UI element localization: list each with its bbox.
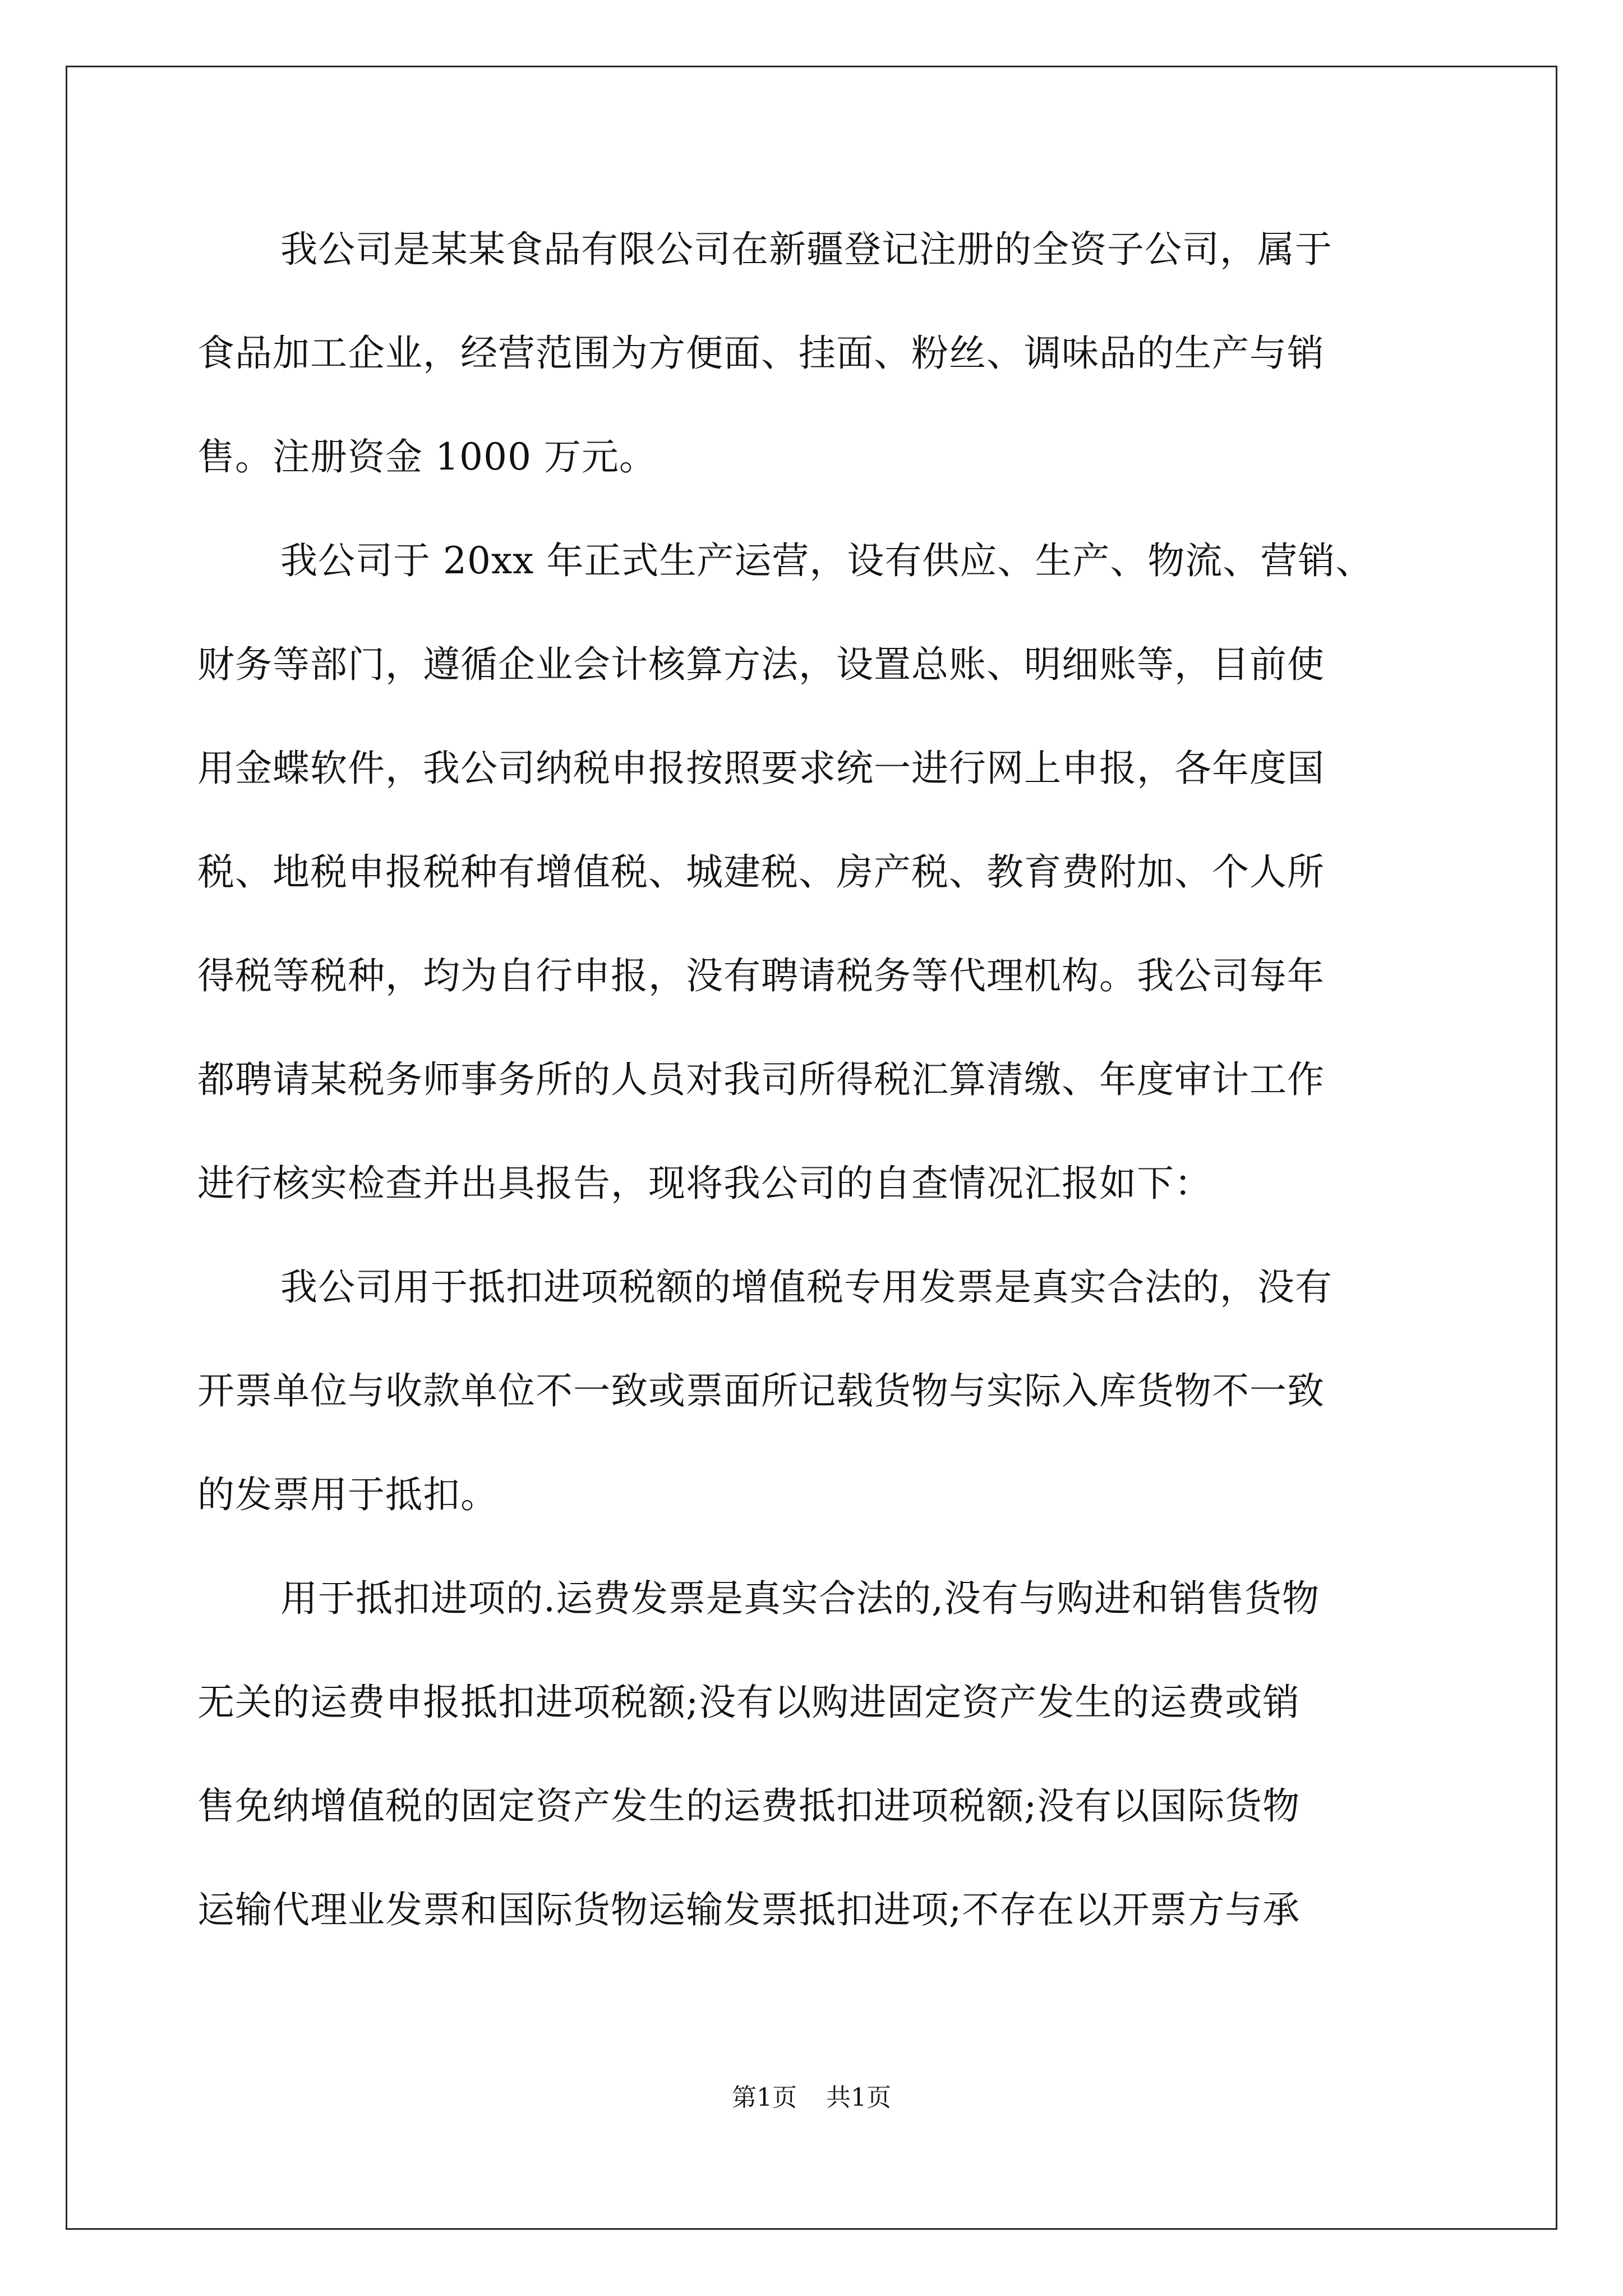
paragraph-4-line-2: 无关的运费申报抵扣进项税额;没有以购进固定资产发生的运费或销	[197, 1681, 1301, 1724]
paragraph-2-line-5: 得税等税种，均为自行申报，没有聘请税务等代理机构。我公司每年	[197, 954, 1325, 997]
paragraph-2-line-7: 进行核实检查并出具报告，现将我公司的自查情况汇报如下：	[197, 1162, 1212, 1205]
paragraph-1-line-1: 我公司是某某食品有限公司在新疆登记注册的全资子公司，属于	[280, 228, 1332, 271]
paragraph-1-line-3: 售。注册资金 1000 万元。	[197, 435, 657, 478]
page-total: 共1页	[826, 2083, 891, 2112]
paragraph-4-line-4: 运输代理业发票和国际货物运输发票抵扣进项;不存在以开票方与承	[197, 1888, 1301, 1931]
paragraph-2-line-6: 都聘请某税务师事务所的人员对我司所得税汇算清缴、年度审计工作	[197, 1058, 1325, 1101]
document-body	[197, 216, 1426, 1980]
paragraph-3-line-3: 的发票用于抵扣。	[197, 1473, 498, 1516]
paragraph-2-line-1: 我公司于 20xx 年正式生产运营，设有供应、生产、物流、营销、	[280, 539, 1373, 582]
paragraph-3-line-2: 开票单位与收款单位不一致或票面所记载货物与实际入库货物不一致	[197, 1369, 1325, 1412]
paragraph-2-line-4: 税、地税申报税种有增值税、城建税、房产税、教育费附加、个人所	[197, 850, 1325, 894]
page-footer	[0, 2081, 1623, 2115]
paragraph-2-line-2: 财务等部门，遵循企业会计核算方法，设置总账、明细账等，目前使	[197, 643, 1325, 686]
page-number: 第1页	[732, 2083, 797, 2112]
paragraph-3-line-1: 我公司用于抵扣进项税额的增值税专用发票是真实合法的，没有	[280, 1266, 1332, 1309]
paragraph-2-line-3: 用金蝶软件，我公司纳税申报按照要求统一进行网上申报，各年度国	[197, 747, 1325, 790]
paragraph-1-line-2: 食品加工企业，经营范围为方便面、挂面、粉丝、调味品的生产与销	[197, 332, 1325, 375]
paragraph-4-line-3: 售免纳增值税的固定资产发生的运费抵扣进项税额;没有以国际货物	[197, 1784, 1301, 1828]
paragraph-4-line-1: 用于抵扣进项的.运费发票是真实合法的,没有与购进和销售货物	[280, 1577, 1320, 1620]
